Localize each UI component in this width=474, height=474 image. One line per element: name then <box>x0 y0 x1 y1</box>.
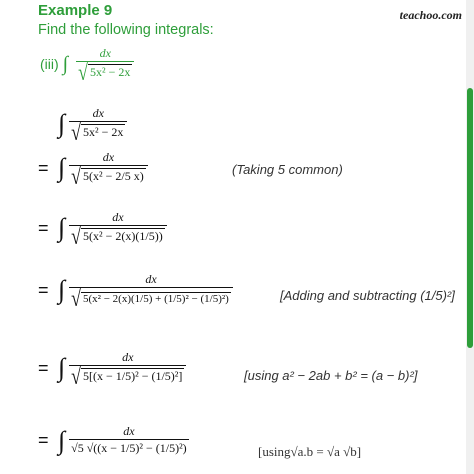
numerator: dx <box>145 272 157 286</box>
integral-sign: ∫ <box>58 353 66 382</box>
brand-logo: teachoo.com <box>399 8 462 22</box>
equals-sign: = <box>38 157 49 178</box>
equals-sign: = <box>38 279 49 300</box>
step-row <box>38 424 189 457</box>
integral-sign: ∫ <box>58 425 66 455</box>
denominator: √ 5(x² − 2(x)(1/5)) <box>71 223 163 249</box>
step-note: (Taking 5 common) <box>232 162 343 177</box>
denominator: √ 5[(x − 1/5)² − (1/5)²] <box>71 363 183 389</box>
step-fraction <box>69 210 167 249</box>
denominator: √5 √((x − 1/5)² − (1/5)²) <box>71 441 187 455</box>
step-row <box>38 350 186 389</box>
integral-sign: ∫ <box>58 153 66 182</box>
equals-sign: = <box>38 357 49 378</box>
integral-sign: ∫ <box>58 213 66 242</box>
step-note: [using√a.b = √a √b] <box>258 444 362 459</box>
problem-numerator: dx <box>99 46 111 60</box>
step-note: [Adding and subtracting (1/5)²] <box>280 288 455 303</box>
denominator: √ 5x² − 2x <box>71 119 124 145</box>
scrollbar[interactable] <box>466 0 474 474</box>
scrollbar-thumb[interactable] <box>467 88 473 348</box>
step-fraction <box>69 350 186 389</box>
step-row <box>38 210 167 249</box>
step-fraction <box>69 150 148 189</box>
integral-sign: ∫ <box>58 109 66 138</box>
equals-sign: = <box>38 217 49 238</box>
example-title: Example 9 <box>38 2 113 19</box>
numerator: dx <box>112 210 124 224</box>
denominator: √ 5(x² − 2(x)(1/5) + (1/5)² − (1/5)²) <box>71 285 229 311</box>
part-label: (iii) <box>40 56 59 72</box>
denominator: √ 5(x² − 2/5 x) <box>71 163 144 189</box>
numerator: dx <box>122 350 134 364</box>
step-row <box>38 106 127 145</box>
step-row <box>38 272 233 311</box>
numerator: dx <box>102 150 115 164</box>
numerator: dx <box>123 424 135 438</box>
equals-sign: = <box>38 430 49 450</box>
step-fraction <box>69 272 233 311</box>
problem-instruction: Find the following integrals: <box>38 22 214 38</box>
problem-fraction <box>76 46 134 85</box>
step-note: [using a² − 2ab + b² = (a − b)²] <box>244 368 418 383</box>
step-row <box>38 150 148 189</box>
numerator: dx <box>92 106 104 120</box>
integral-sign: ∫ <box>62 53 69 75</box>
step-fraction <box>69 106 127 145</box>
problem-denominator: √ 5x² − 2x <box>78 59 131 85</box>
step-fraction <box>69 424 189 457</box>
integral-sign: ∫ <box>58 275 66 304</box>
problem-statement <box>40 46 134 85</box>
